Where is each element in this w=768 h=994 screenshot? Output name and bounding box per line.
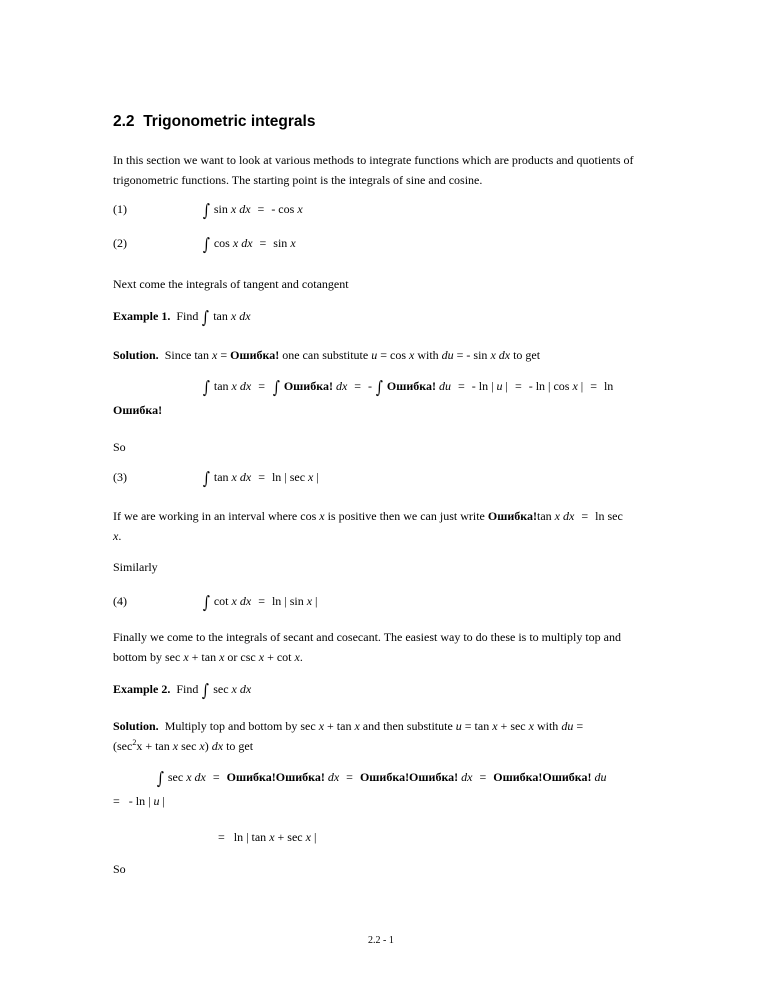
integral-sign-icon: ∫ (202, 378, 210, 398)
next-come-text: Next come the integrals of tangent and cotangent (113, 277, 349, 291)
solution-1: Solution. Since tan x = Ошибка! one can substitute u = cos x with du = - sin x dx to get (113, 348, 541, 362)
error-text: Ошибка!Ошибка! (359, 770, 459, 784)
so-text: So (113, 862, 126, 876)
section-heading (113, 113, 315, 131)
error-text: Ошибка! (386, 379, 437, 393)
error-text: Ошибка!Ошибка! (226, 770, 325, 784)
integral-sign-icon: ∫ (202, 593, 210, 613)
equation-4-body: ∫ cot x dx = ln | sin x | (202, 593, 318, 613)
equation-1 (113, 202, 127, 217)
error-text: Ошибка!Ошибка! (493, 770, 592, 784)
example-1: Example 1. Find ∫ tan x dx (113, 308, 251, 328)
integral-sign-icon: ∫ (202, 308, 210, 328)
equation-label: (2) (113, 236, 127, 250)
solution-2-line-2: = - ln | u | (113, 794, 165, 808)
equation-3 (113, 470, 127, 485)
equation-label: (4) (113, 594, 127, 608)
intro-line-1: In this section we want to look at various methods to integrate functions which are products and quotients of (113, 153, 634, 167)
equation-2-body: ∫ cos x dx = sin x (202, 235, 296, 255)
error-text: Ошибка! (113, 403, 163, 417)
similarly-text: Similarly (113, 560, 158, 574)
integral-sign-icon: ∫ (156, 769, 164, 789)
integral-sign-icon: ∫ (375, 378, 384, 398)
integral-sign-icon: ∫ (202, 681, 210, 701)
integral-sign-icon: ∫ (272, 378, 280, 398)
error-text: Ошибка! (230, 348, 280, 362)
solution-2-chain: ∫ sec x dx = Ошибка!Ошибка! dx = Ошибка!Ошибка! dx = Ошибка!Ошибка! du (156, 769, 607, 789)
example-label: Example 1. (113, 309, 171, 323)
solution-1-chain: ∫ tan x dx = ∫ Ошибка! dx = - ∫ Ошибка! du = - ln | u | = - ln | cos x | = ln (202, 378, 614, 398)
error-text: Ошибка! (487, 509, 537, 523)
intro-line-2: trigonometric functions. The starting point is the integrals of sine and cosine. (113, 173, 483, 187)
integral-sign-icon: ∫ (202, 201, 210, 221)
integral-sign-icon: ∫ (202, 235, 210, 255)
equation-4 (113, 594, 127, 609)
intro-paragraph (113, 150, 634, 190)
solution-label: Solution. (113, 719, 159, 733)
example-label: Example 2. (113, 682, 171, 696)
solution-2-line-3: = ln | tan x + sec x | (218, 830, 317, 844)
example-2: Example 2. Find ∫ sec x dx (113, 681, 252, 701)
equation-2 (113, 236, 127, 251)
so-text: So (113, 440, 126, 454)
equation-3-body: ∫ tan x dx = ln | sec x | (202, 469, 319, 489)
page-number: 2.2 - 1 (368, 935, 394, 946)
integral-sign-icon: ∫ (202, 469, 210, 489)
equation-label: (3) (113, 470, 127, 484)
section-number: 2.2 (113, 113, 135, 130)
equation-label: (1) (113, 202, 127, 216)
finally-paragraph: Finally we come to the integrals of secant and cosecant. The easiest way to do these is to multiply top and bottom by sec x + tan x or csc x + cot x. (113, 630, 621, 664)
solution-label: Solution. (113, 348, 159, 362)
error-text: Ошибка! (283, 379, 333, 393)
solution-2: Solution. Multiply top and bottom by sec x + tan x and then substitute u = tan x + sec x with du = ($\sec^2x + \tan x$ sec x) dx to get (113, 719, 584, 753)
equation-1-body: ∫ sin x dx = - cos x (202, 201, 303, 221)
positive-note: If we are working in an interval where cos x is positive then we can just write Ошибка!tan x dx = ln sec x. (113, 509, 623, 543)
section-title: Trigonometric integrals (143, 113, 316, 130)
